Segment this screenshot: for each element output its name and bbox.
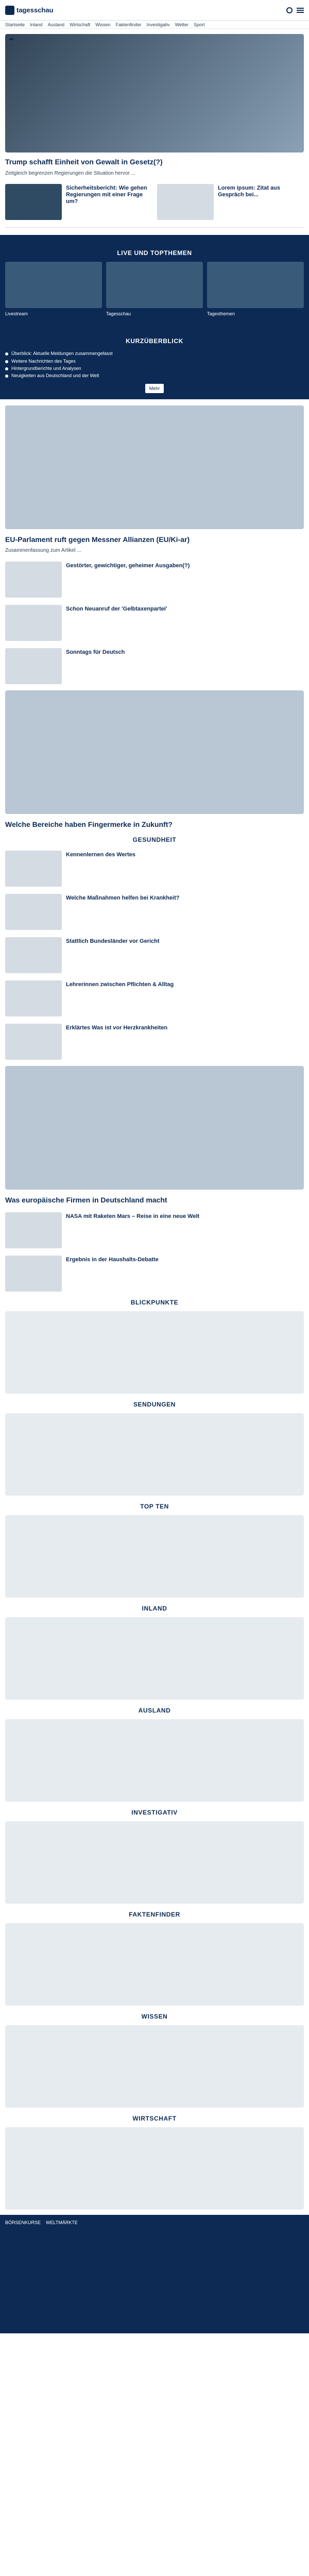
list1-row: [5, 605, 304, 641]
topten-block: [5, 1515, 304, 1598]
sendungen-title: SENDUNGEN: [133, 1400, 176, 1408]
live-caption: Tagesthemen: [207, 311, 235, 316]
gesundheit-thumb: [5, 937, 62, 973]
sendungen-block: [5, 1413, 304, 1496]
kurz-text: Hintergrundberichte und Analysen: [11, 366, 81, 371]
bullet-icon: [5, 375, 8, 378]
list1: [0, 562, 309, 684]
kurz-text: Neuigkeiten aus Deutschland und der Welt: [11, 373, 99, 379]
list1-card[interactable]: [5, 605, 304, 641]
gesundheit-row: [5, 980, 304, 1016]
story4: [0, 1196, 309, 1205]
site-logo[interactable]: [5, 6, 54, 15]
wirtschaft-title: WIRTSCHAFT: [132, 2114, 177, 2122]
live-caption: Tagesschau: [106, 311, 131, 316]
weltmaerkte-link[interactable]: WELTMÄRKTE: [46, 2219, 78, 2225]
kurz-text: Weitere Nachrichten des Tages: [11, 358, 76, 364]
nav-item[interactable]: Startseite: [5, 22, 25, 27]
list2-card[interactable]: [5, 1256, 304, 1292]
footer-logo[interactable]: [5, 2236, 304, 2246]
story3-headline[interactable]: Welche Bereiche haben Fingermerke in Zukunft?: [5, 820, 173, 828]
nav-item[interactable]: Faktenfinder: [115, 22, 142, 27]
hero-cards: [5, 184, 304, 220]
bullet-icon: [5, 367, 8, 370]
live-title: LIVE UND TOPTHEMEN: [117, 249, 192, 257]
list1-row: [5, 648, 304, 684]
gesundheit-thumb: [5, 851, 62, 887]
live-item[interactable]: [5, 262, 102, 317]
list1-card[interactable]: [5, 562, 304, 598]
list1-card[interactable]: [5, 648, 304, 684]
list2-thumb: [5, 1212, 62, 1248]
bullet-icon: [5, 360, 8, 363]
live-item[interactable]: [207, 262, 304, 317]
hero-card-title: Lorem ipsum: Zitat aus Gespräch bei...: [218, 185, 281, 198]
footer-markets: [0, 2215, 309, 2230]
gesundheit-card[interactable]: [5, 894, 304, 930]
story2: [0, 535, 309, 554]
nav-item[interactable]: Investigativ: [146, 22, 170, 27]
video-player[interactable]: [5, 1066, 304, 1190]
list1-thumb: [5, 562, 62, 598]
logo-mark-icon: [5, 6, 14, 15]
gesundheit-card[interactable]: [5, 980, 304, 1016]
inland-title: INLAND: [142, 1604, 167, 1612]
search-icon[interactable]: [286, 7, 293, 13]
menu-icon[interactable]: [297, 10, 304, 11]
video-player[interactable]: [5, 405, 304, 529]
live-item[interactable]: [106, 262, 203, 317]
kurz-title: KURZÜBERBLICK: [126, 337, 183, 345]
topten-title: TOP TEN: [140, 1502, 169, 1510]
live-caption: Livestream: [5, 311, 28, 316]
wissen-title: WISSEN: [141, 2012, 168, 2020]
inland-block: [5, 1617, 304, 1700]
story2-headline[interactable]: EU-Parlament ruft gegen Messner Allianzen (EU/Ki-ar): [5, 535, 190, 544]
list2: [0, 1212, 309, 1292]
gesundheit-title-item: Stattlich Bundesländer vor Gericht: [66, 938, 160, 945]
list1-thumb: [5, 648, 62, 684]
live-grid: [5, 262, 304, 317]
faktenfinder-block: [5, 1923, 304, 2006]
live-thumb: [5, 262, 102, 308]
live-section: [0, 235, 309, 324]
wissen-block: [5, 2025, 304, 2108]
gesundheit-title-item: Lehrerinnen zwischen Pflichten & Alltag: [66, 981, 174, 988]
kurz-item[interactable]: [5, 372, 304, 379]
gesundheit-thumb: [5, 1024, 62, 1060]
bullet-icon: [5, 352, 8, 355]
hero-image[interactable]: [5, 34, 304, 152]
nav-item[interactable]: Inland: [30, 22, 43, 27]
hero-card[interactable]: [157, 184, 304, 220]
hero-card-title: Sicherheitsbericht: Wie gehen Regierungen mit einer Frage um?: [66, 185, 147, 205]
blickpunkte-block: [5, 1311, 304, 1394]
story3: [0, 820, 309, 829]
list2-title: Ergebnis in der Haushalts-Debatte: [66, 1256, 159, 1263]
list2-row: [5, 1256, 304, 1292]
kurz-section: [0, 324, 309, 399]
kurz-more-button[interactable]: Mehr: [145, 384, 164, 393]
hero-headline[interactable]: Trump schafft Einheit von Gewalt in Gesetz(?): [5, 158, 163, 166]
live-thumb: [207, 262, 304, 308]
list2-thumb: [5, 1256, 62, 1292]
kurz-item[interactable]: [5, 358, 304, 365]
gesundheit-row: [5, 1024, 304, 1060]
list2-title: NASA mit Raketen Mars – Reise in eine neue Welt: [66, 1213, 200, 1219]
nav-item[interactable]: Wetter: [175, 22, 189, 27]
kurz-text: Überblick: Aktuelle Meldungen zusammengefasst: [11, 351, 113, 357]
hero-teaser: Zeitgleich begrenzen Regierungen die Situation hervor ...: [5, 170, 135, 176]
logo-mark-icon: [5, 2236, 14, 2246]
gesundheit-card[interactable]: [5, 1024, 304, 1060]
gesundheit-thumb: [5, 894, 62, 930]
story2-teaser: Zusammenfassung zum Artikel ...: [5, 548, 81, 554]
wirtschaft-block: [5, 2127, 304, 2210]
gesundheit-row: [5, 937, 304, 973]
ausland-title: AUSLAND: [138, 1706, 171, 1714]
story4-headline[interactable]: Was europäische Firmen in Deutschland macht: [5, 1196, 167, 1205]
investigativ-title: INVESTIGATIV: [131, 1808, 178, 1816]
gesundheit-title: GESUNDHEIT: [132, 836, 177, 844]
gesundheit-title-item: Welche Maßnahmen helfen bei Krankheit?: [66, 895, 180, 902]
nav-item[interactable]: Wirtschaft: [70, 22, 91, 27]
list1-title: Gestörter, gewichtiger, geheimer Ausgaben(?): [66, 562, 190, 569]
gesundheit-thumb: [5, 980, 62, 1016]
faktenfinder-title: FAKTENFINDER: [129, 1910, 180, 1918]
footer-logo-text: tagesschau: [16, 2237, 54, 2245]
list1-title: Sonntags für Deutsch: [66, 649, 125, 655]
nav-item[interactable]: Wissen: [95, 22, 111, 27]
list1-thumb: [5, 605, 62, 641]
hero-card[interactable]: [5, 184, 152, 220]
gesundheit-row: [5, 894, 304, 930]
divider: [5, 227, 304, 228]
nav-item[interactable]: Ausland: [47, 22, 65, 27]
investigativ-block: [5, 1821, 304, 1904]
boerse-link[interactable]: BÖRSENKURSE: [5, 2219, 41, 2225]
gesundheit-row: [5, 851, 304, 887]
blickpunkte-title: BLICKPUNKTE: [130, 1298, 179, 1306]
gesundheit-card[interactable]: [5, 937, 304, 973]
gesundheit-card[interactable]: [5, 851, 304, 887]
video-player[interactable]: [5, 690, 304, 814]
footer: [0, 2230, 309, 2333]
list1-title: Schon Neuanruf der 'Gelbtaxenpartei': [66, 605, 167, 612]
hero-text: [0, 158, 309, 220]
ausland-block: [5, 1719, 304, 1802]
list2-row: [5, 1212, 304, 1248]
hero-card-thumb: [5, 184, 62, 220]
gesundheit-title-item: Erklärtes Was ist vor Herzkrankheiten: [66, 1025, 168, 1031]
gesundheit-title-item: Kennenlernen des Wertes: [66, 852, 135, 858]
gesundheit-list: [0, 851, 309, 1060]
nav-item[interactable]: Sport: [194, 22, 205, 27]
primary-nav: [0, 21, 309, 29]
logo-text: tagesschau: [16, 6, 54, 14]
hero-card-thumb: [157, 184, 214, 220]
list1-row: [5, 562, 304, 598]
kurz-list: [5, 350, 304, 380]
live-thumb: [106, 262, 203, 308]
kurz-item[interactable]: [5, 350, 304, 357]
hero-badge: [9, 38, 13, 40]
list2-card[interactable]: [5, 1212, 304, 1248]
top-header: [0, 0, 309, 21]
kurz-item[interactable]: [5, 365, 304, 372]
